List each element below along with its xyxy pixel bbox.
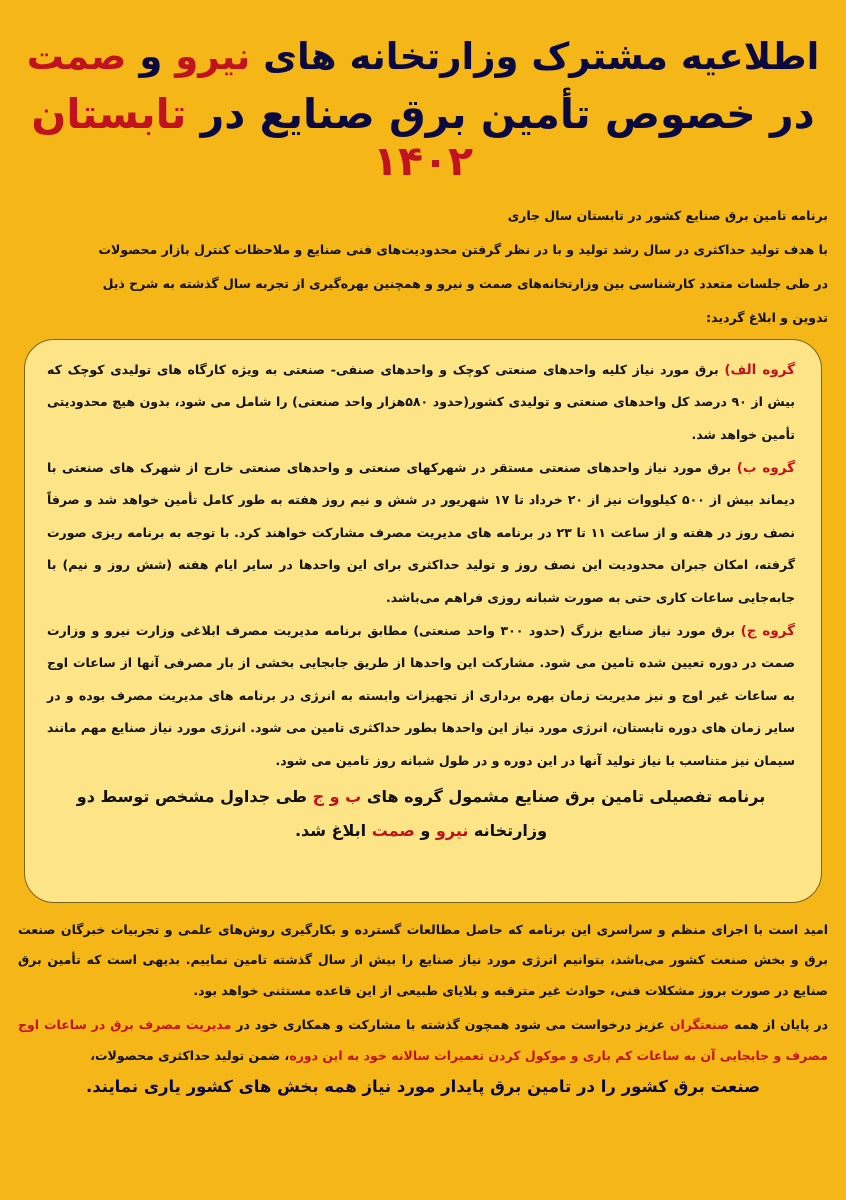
title-line-2-text: در خصوص تأمین برق صنایع در (186, 89, 815, 138)
footer-text-1: برنامه تفصیلی تامین برق صنایع مشمول گروه های (361, 786, 766, 806)
intro-line-3: در طی جلسات متعدد کارشناسی بین وزارتخانه‌های صمت و نیرو و همچنین بهره‌گیری از تجربه سال گذشته به شرح ذیل (102, 275, 828, 291)
outro-paragraph: امید است با اجرای منظم و سراسری این برنامه که حاصل مطالعات گسترده و بکارگیری روش‌های علمی و تجربیات خبرگان صنعت برق و بخش صنعت کشور می‌باشد، بتوانیم انرژی مورد نیاز صنایع را بیش از سال گذشته تامین نماییم. بدیهی است که تأمین برق صنایع در صورت بروز مشکلات فنی، حوادث غیر مترقبه و بلایای طبیعی از این قاعده مستثنی خواهد بود. (18, 921, 828, 998)
closing-industrialists: صنعتگران (669, 1017, 730, 1033)
closing-text-2: عزیز درخواست می شود همچون گذشته با مشارکت و همکاری خود در (231, 1017, 670, 1033)
footer-ministry-energy: نیرو (435, 820, 469, 840)
footer-text-2: طی جداول مشخص توسط دو وزارتخانه (76, 786, 548, 840)
group-je-label: گروه ج) (740, 622, 795, 639)
closing-paragraph (18, 1010, 828, 1071)
footer-text-3: و (414, 820, 436, 840)
group-be (47, 452, 795, 615)
group-alef (47, 354, 795, 452)
footer-groups-highlight: ب و ج (312, 786, 362, 806)
closing-text-1: در پایان از همه (729, 1017, 828, 1033)
final-statement: صنعت برق کشور را در تامین برق پایدار مورد نیاز همه بخش های کشور یاری نمایند. (85, 1077, 761, 1097)
group-je-text: برق مورد نیاز صنایع بزرگ (حدود ۳۰۰ واحد صنعتی) مطابق برنامه مدیریت مصرف ابلاغی وزارت نیرو و وزارت صمت در دوره تعیین شده تامین می شود. مشارکت این واحدها از طریق جابجایی بخشی از بار مصرفی آنها از ساعات اوج به ساعات غیر اوج و نیز مدیریت زمان بهره برداری از تجهیزات وابسته به انرژی در برنامه های مدیریت مصرف بوده و در سایر زمان های دوره تابستان، انرژی مورد نیاز این واحدها بطور حداکثری تامین می شود. انرژی مورد نیاز صنایع مهم مانند سیمان نیز متناسب با نیاز تولید آنها در این دوره و در طول شبانه روز تامین می شود. (47, 622, 795, 768)
closing-text-3: ، ضمن تولید حداکثری محصولات، (90, 1047, 290, 1063)
groups-box-footer (47, 780, 795, 848)
footer-text-4: ابلاغ شد. (294, 820, 372, 840)
title-ministry-industry: صمت (26, 35, 127, 78)
title-line-1-text: اطلاعیه مشترک وزارتخانه های (250, 35, 820, 78)
intro-line-4: تدوین و ابلاغ گردید: (706, 309, 828, 325)
group-be-label: گروه ب) (736, 459, 796, 476)
intro-paragraph (18, 199, 828, 335)
title-season-year: تابستان ۱۴۰۲ (31, 89, 474, 185)
intro-line-2: با هدف تولید حداکثری در سال رشد تولید و با در نظر گرفتن محدودیت‌های فنی صنایع و ملاحظات کنترل بازار محصولات (98, 241, 828, 257)
footer-ministry-industry: صمت (371, 820, 415, 840)
closing-demand-management: مدیریت مصرف برق در ساعات اوج مصرف و جابجایی آن به ساعات کم باری و موکول کردن تعمیرات سالانه خود به این دوره (18, 1017, 828, 1063)
title-conjunction: و (126, 35, 176, 78)
group-alef-text: برق مورد نیاز کلیه واحدهای صنعتی کوچک و واحدهای صنفی- صنعتی به ویژه کارگاه های تولیدی کوچک که بیش از ۹۰ درصد کل واحدهای صنعتی و تولیدی کشور(حدود ۵۸۰هزار واحد صنعتی) را شامل می شود، بدون هیچ محدودیتی تأمین خواهد شد. (47, 361, 795, 443)
title-line-2 (18, 91, 828, 185)
title-ministry-energy: نیرو (175, 35, 251, 78)
title-line-1 (18, 0, 828, 79)
intro-line-1: برنامه تامین برق صنایع کشور در تابستان سال جاری (507, 207, 828, 223)
group-alef-label: گروه الف) (724, 361, 795, 378)
groups-box (24, 339, 822, 903)
group-je (47, 615, 795, 778)
group-be-text: برق مورد نیاز واحدهای صنعتی مستقر در شهرکهای صنعتی و واحدهای صنعتی خارج از شهرک های صنعتی با دیماند بیش از ۵۰۰ کیلووات نیز از ۲۰ خرداد تا ۱۷ شهریور در شش و نیم روز هفته به طور کامل تأمین خواهد شد و صرفاً نصف روز در هفته و از ساعت ۱۱ تا ۲۳ در برنامه های مدیریت مصرف مشارکت خواهند کرد. با توجه به برنامه ریزی صورت گرفته، امکان جبران محدودیت این نصف روز و تولید حداکثری برای این واحدها در سایر ایام هفته (شش روز و نیم) با جابه‌جایی ساعات کاری حتی به صورت شبانه روزی فراهم می‌باشد. (47, 459, 795, 605)
